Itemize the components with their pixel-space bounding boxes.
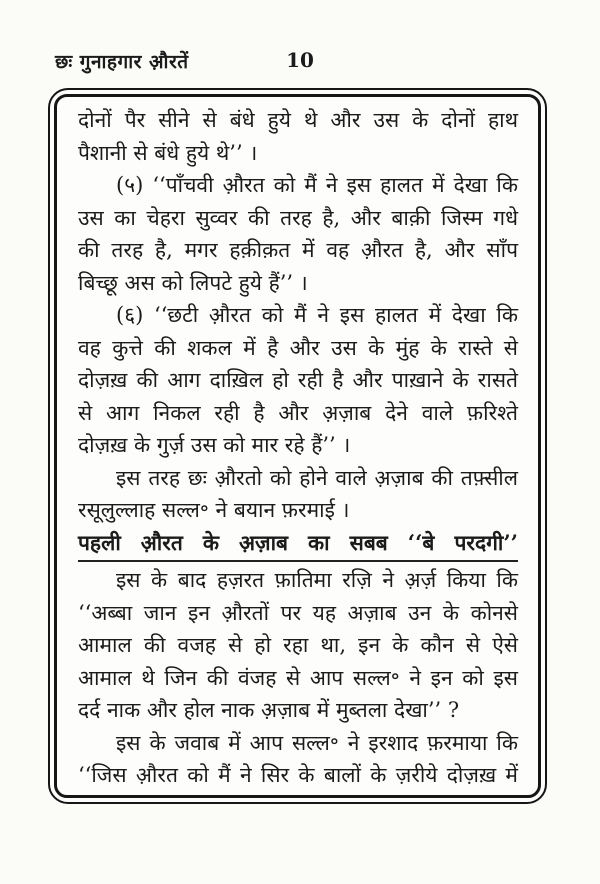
text-line: (६) ‘‘छटी औ़रत को मैं ने इस हालत में देखा कि [116,303,518,327]
book-title: छः गुनाहगार औ़रतें [55,51,189,73]
page-border-frame-inner [54,94,541,798]
text-line: पहली औ़रत के अ़ज़ाब का सबब ‘‘बे परदगी’’ [78,527,518,563]
paragraph [78,299,518,462]
text-line: इस के जवाब में आप सल्ल॰ ने इरशाद फ़रमाया कि [116,730,518,755]
text-line: पैशानी से बंधे हुये थे’’ । [78,140,258,165]
text-line: ‘‘अब्बा जान इन औ़रतों पर यह अज़ाब उन के कोनसे [78,600,518,625]
paragraph [78,564,518,727]
text-line: दर्द नाक और होल नाक अ़ज़ाब में मुब्तला देखा’’ ? [78,698,460,722]
text-line: की तरह है, मगर हक़ीक़त में वह औ़रत है, और साँप [78,238,518,262]
page-border-frame [48,88,547,804]
text-line: उस का चेहरा सुव्वर की तरह है, और बाक़ी जिस्म गधे [78,205,518,230]
text-line: दोज़ख़ के गुर्ज़ उस को मार रहे हैं’’ । [78,433,351,457]
text-line: इस तरह छः औ़रतो को होने वाले अ़ज़ाब की तफ़्सील [116,465,518,490]
paragraph [78,462,518,527]
page-number: 10 [286,48,314,72]
paragraph [78,727,518,792]
text-line: आमाल थे जिन की वंजह से आप सल्ल॰ ने इन को इस [78,665,518,690]
section-heading [78,527,518,563]
text-line: दोनों पैर सीने से बंधे हुये थे और उस के दोनों हाथ [78,108,518,132]
text-line: इस के बाद हज़रत फ़ातिमा रज़ि ने अ़र्ज़ किया कि [116,568,518,592]
text-line: दोज़ख़ की आग दाख़िल हो रही है और पाख़ाने के रासते [78,368,518,392]
running-header [0,48,600,78]
text-line: आमाल की वजह से हो रहा था, इन के कौन से ऐसे [78,633,518,657]
text-line: (५) ‘‘पाँचवी औ़रत को मैं ने इस हालत में देखा कि [116,173,518,197]
text-line: वह कुत्ते की शकल में है और उस के मुंह के रास्ते से [78,335,518,360]
text-line: ‘‘जिस औ़रत को मैं ने सिर के बालों के ज़रीये दोज़ख़ में [78,763,518,787]
text-line: से आग निकल रही है और अ़ज़ाब देने वाले फ़रिश्ते [78,400,518,425]
paragraph [78,169,518,299]
text-line: बिच्छू अस को लिपटे हुये हैं’’ । [78,270,308,295]
page-body-text [78,104,518,792]
text-line: रसूलुल्लाह सल्ल॰ ने बयान फ़रमाई । [78,498,350,522]
paragraph [78,104,518,169]
